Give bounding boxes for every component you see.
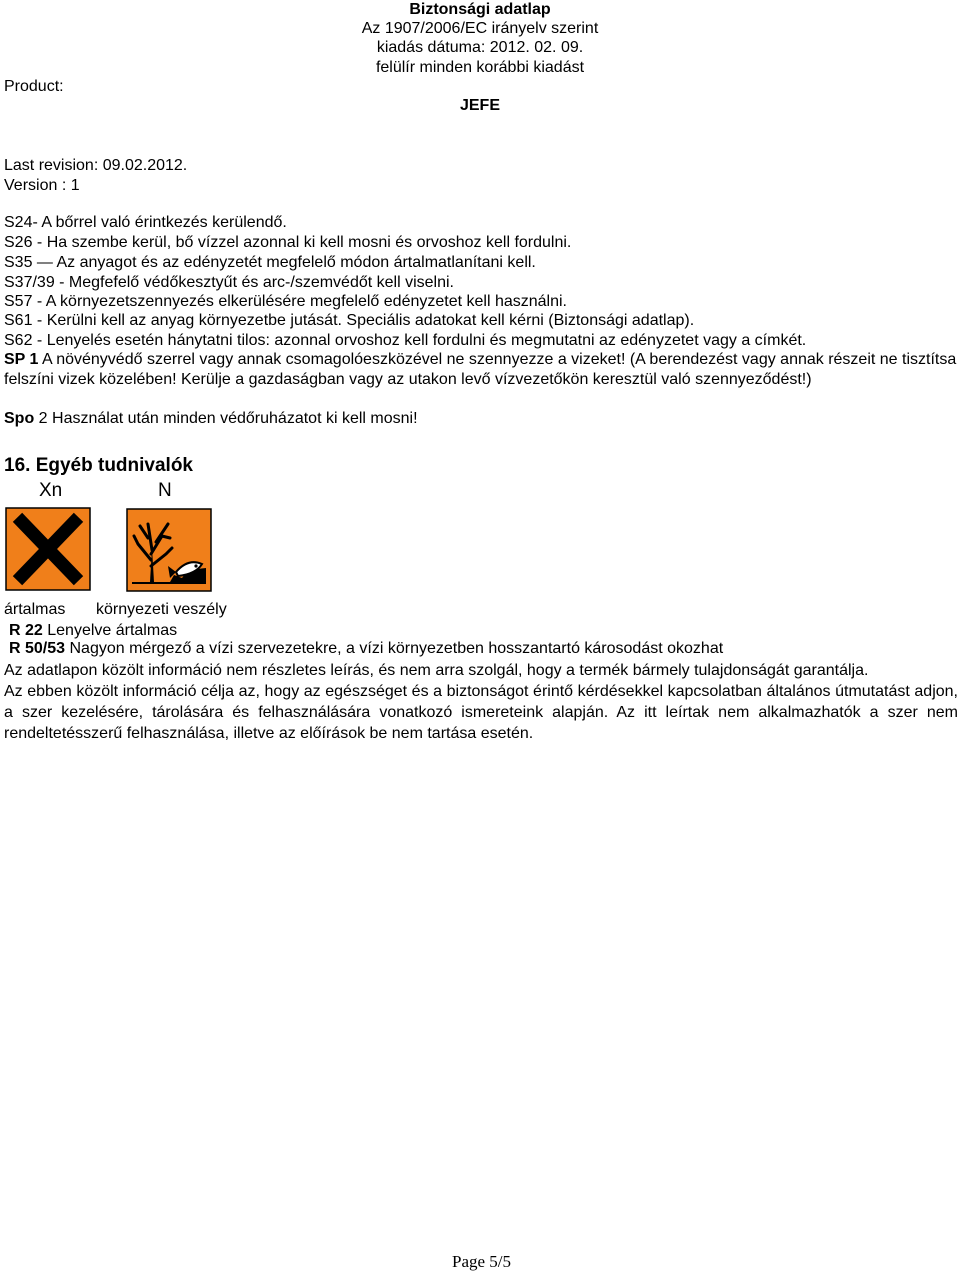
s-phrase: S35 — Az anyagot és az edényzetét megfelelő módon ártalmatlanítani kell.	[4, 254, 536, 271]
sp1-statement	[4, 350, 958, 390]
directive-line: Az 1907/2006/EC irányelv szerint	[361, 20, 599, 37]
r-phrase	[9, 639, 723, 659]
r-phrase-code: R 50/53	[9, 640, 66, 657]
s-phrase: S62 - Lenyelés esetén hánytatni tilos: azonnal orvoshoz kell fordulni és megmutatni az edényzetet vagy a címkét.	[4, 332, 807, 349]
harmful-x-icon	[5, 507, 91, 591]
version: Version : 1	[4, 177, 80, 194]
r-phrase-code: R 22	[9, 622, 43, 639]
s-phrase: S57 - A környezetszennyezés elkerülésére megfelelő edényzetet kell használni.	[4, 293, 567, 310]
s-phrase: S26 - Ha szembe kerül, bő vízzel azonnal ki kell mosni és orvoshoz kell fordulni.	[4, 234, 572, 251]
product-name: JEFE	[459, 97, 500, 114]
supersedes-note: felülír minden korábbi kiadást	[375, 59, 585, 76]
sp1-code: SP 1	[4, 351, 39, 368]
product-label: Product:	[4, 78, 64, 95]
symbol-code-xn: Xn	[39, 480, 63, 501]
spo2-code: Spo	[4, 410, 35, 427]
section-16-heading: 16. Egyéb tudnivalók	[4, 455, 193, 476]
disclaimer-1: Az adatlapon közölt információ nem részletes leírás, és nem arra szolgál, hogy a termék bármely tulajdonságát garantálja.	[4, 662, 869, 679]
s-phrase: S61 - Kerülni kell az anyag környezetbe jutását. Speciális adatokat kell kérni (Biztonsági adatlap).	[4, 312, 695, 329]
r-phrase	[9, 621, 177, 641]
document-title: Biztonsági adatlap	[409, 1, 551, 18]
last-revision: Last revision: 09.02.2012.	[4, 157, 188, 174]
environment-hazard-icon	[126, 508, 212, 592]
s-phrase: S24- A bőrrel való érintkezés kerülendő.	[4, 214, 287, 231]
symbol-code-n: N	[158, 480, 172, 501]
disclaimer-2: Az ebben közölt információ célja az, hogy az egészséget és a biztonságot érintő kérdésekkel kapcsolatban általános útmutatást adjon, a szer kezelésére, tárolására és felhasználására vonatkozó ismereteink alapján. Az itt leírtak nem alkalmazhatók a szer nem rendeltetésszerű felhasználása, illetve az előírások be nem tartása esetén.	[4, 683, 958, 742]
symbol-caption-harmful: ártalmas	[4, 601, 66, 618]
issue-date: kiadás dátuma: 2012. 02. 09.	[376, 39, 584, 56]
page-number: Page 5/5	[452, 1252, 512, 1271]
r-phrase-text: Nagyon mérgező a vízi szervezetekre, a vízi környezetben hosszantartó károsodást okozhat	[65, 640, 724, 657]
s-phrase: S37/39 - Megfefelő védőkesztyűt és arc-/szemvédőt kell viselni.	[4, 274, 454, 291]
r-phrase-text: Lenyelve ártalmas	[42, 622, 178, 639]
sp1-text: A növényvédő szerrel vagy annak csomagolóeszközével ne szennyezze a vizeket! (A berendezést vagy annak részeit ne tisztítsa felszíni vizek közelében! Kerülje a gazdaságban vagy az utakon levő vízvezetőkön keresztül való szennyeződést!)	[4, 351, 957, 388]
spo2-text: 2 Használat után minden védőruházatot ki kell mosni!	[34, 410, 418, 427]
symbol-caption-environment: környezeti veszély	[96, 601, 227, 618]
spo2-statement	[4, 409, 958, 429]
